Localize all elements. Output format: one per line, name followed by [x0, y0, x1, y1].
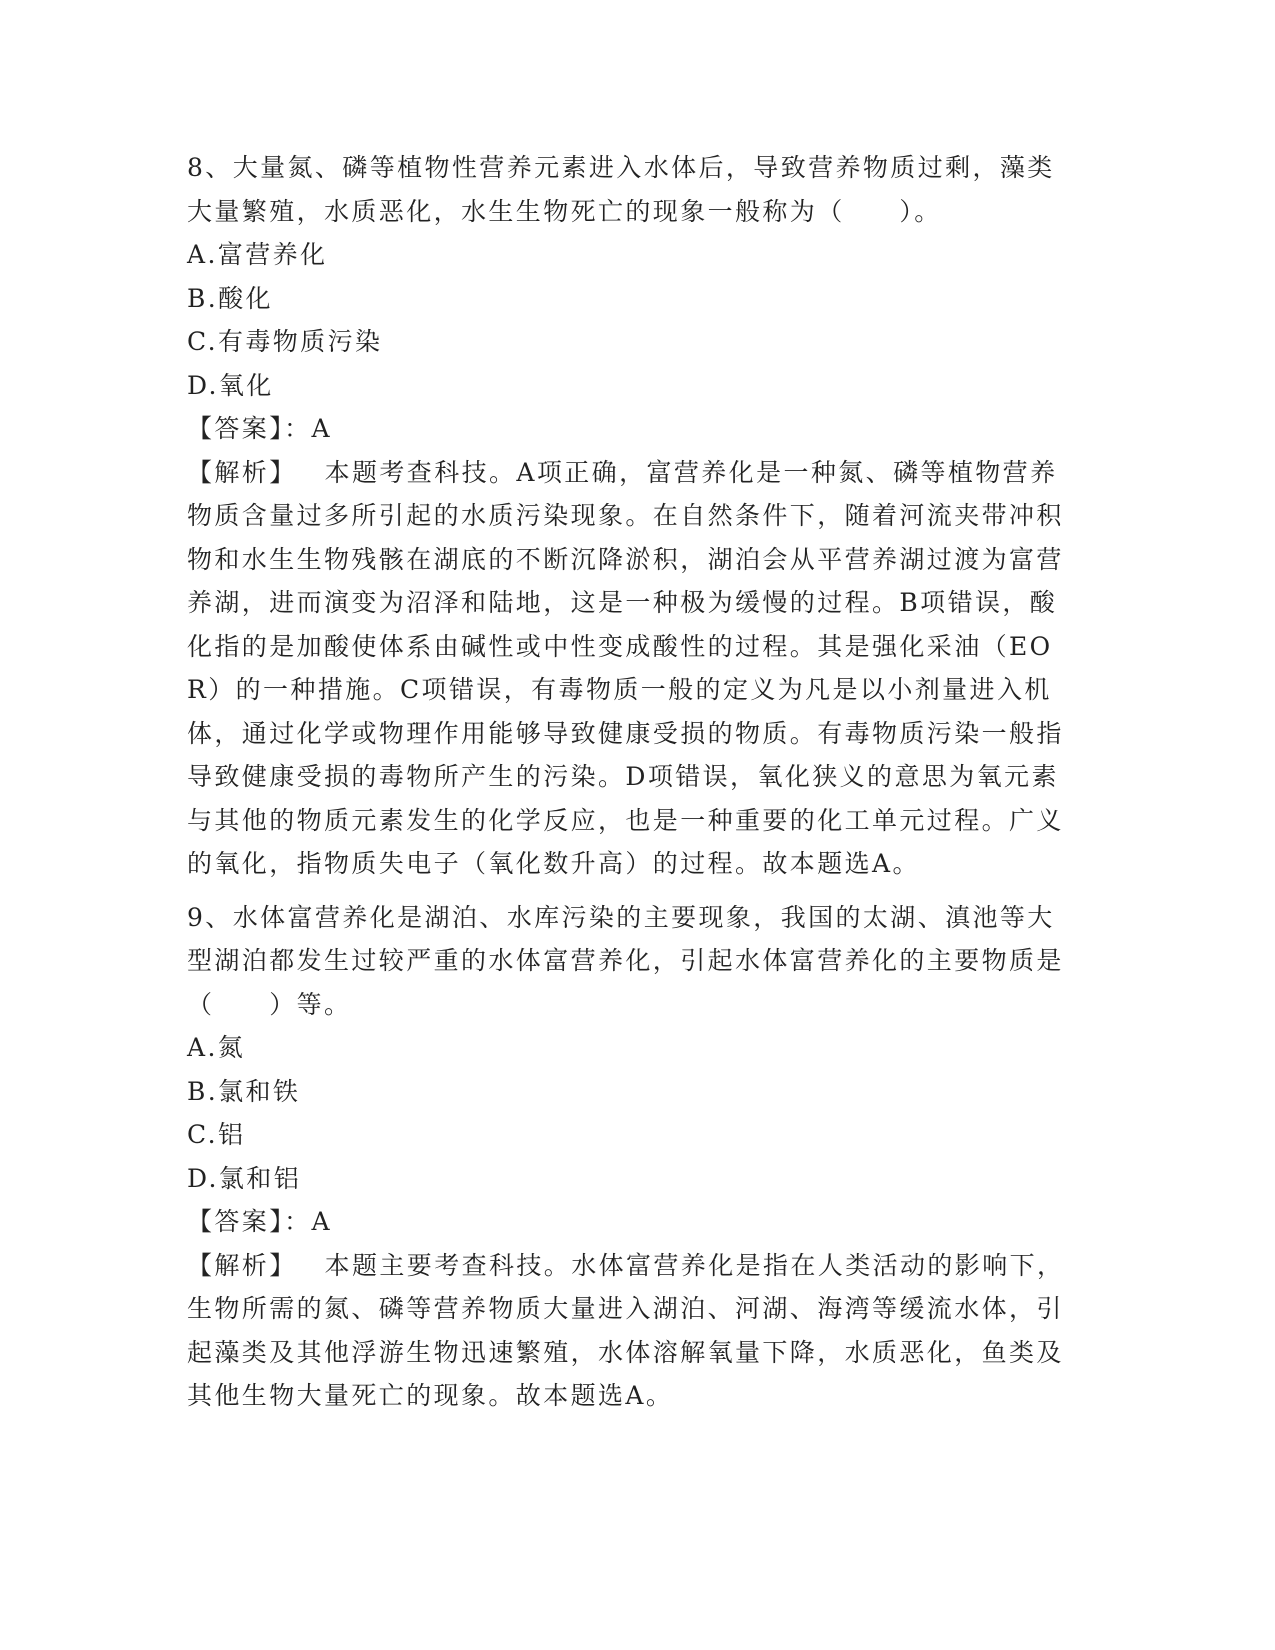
option-c: C.铝	[187, 1120, 246, 1149]
option-d: D.氧化	[187, 370, 274, 400]
question-8	[187, 146, 1077, 886]
analysis-text: 本题考查科技。A项正确，富营养化是一种氮、磷等植物营养物质含量过多所引起的水质污染现象。在自然条件下，随着河流夹带冲积物和水生生物残骸在湖底的不断沉降淤积，湖泊会从平营养湖过渡为富营养湖，进而演变为沼泽和陆地，这是一种极为缓慢的过程。B项错误，酸化指的是加酸使体系由碱性或中性变成酸性的过程。其是强化采油（EOR）的一种措施。C项错误，有毒物质一般的定义为凡是以小剂量进入机体，通过化学或物理作用能够导致健康受损的物质。有毒物质污染一般指导致健康受损的毒物所产生的污染。D项错误，氧化狭义的意思为氧元素与其他的物质元素发生的化学反应，也是一种重要的化工单元过程。广义的氧化，指物质失电子（氧化数升高）的过程。故本题选A。	[187, 457, 1064, 878]
question-stem: 8、大量氮、磷等植物性营养元素进入水体后，导致营养物质过剩，藻类大量繁殖，水质恶化，水生生物死亡的现象一般称为（ ）。	[187, 153, 1055, 226]
answer-line: 【答案】：A	[187, 414, 332, 443]
analysis-paragraph	[187, 451, 1077, 886]
document-page	[187, 146, 1077, 1418]
option-a: A.氮	[187, 1033, 246, 1062]
analysis-text: 本题主要考查科技。水体富营养化是指在人类活动的影响下，生物所需的氮、磷等营养物质大量进入湖泊、河湖、海湾等缓流水体，引起藻类及其他浮游生物迅速繁殖，水体溶解氧量下降，水质恶化，鱼类及其他生物大量死亡的现象。故本题选A。	[187, 1250, 1065, 1410]
option-c: C.有毒物质污染	[187, 327, 383, 356]
analysis-label: 【解析】	[187, 457, 297, 487]
question-stem: 9、水体富营养化是湖泊、水库污染的主要现象，我国的太湖、滇池等大型湖泊都发生过较严重的水体富营养化，引起水体富营养化的主要物质是（ ）等。	[187, 902, 1064, 1019]
analysis-label: 【解析】	[187, 1250, 297, 1280]
option-b: B.氯和铁	[187, 1076, 301, 1106]
analysis-paragraph	[187, 1244, 1077, 1418]
option-d: D.氯和铝	[187, 1163, 302, 1193]
option-a: A.富营养化	[187, 240, 328, 269]
answer-line: 【答案】：A	[187, 1207, 332, 1236]
option-b: B.酸化	[187, 283, 273, 313]
question-9	[187, 896, 1077, 1418]
